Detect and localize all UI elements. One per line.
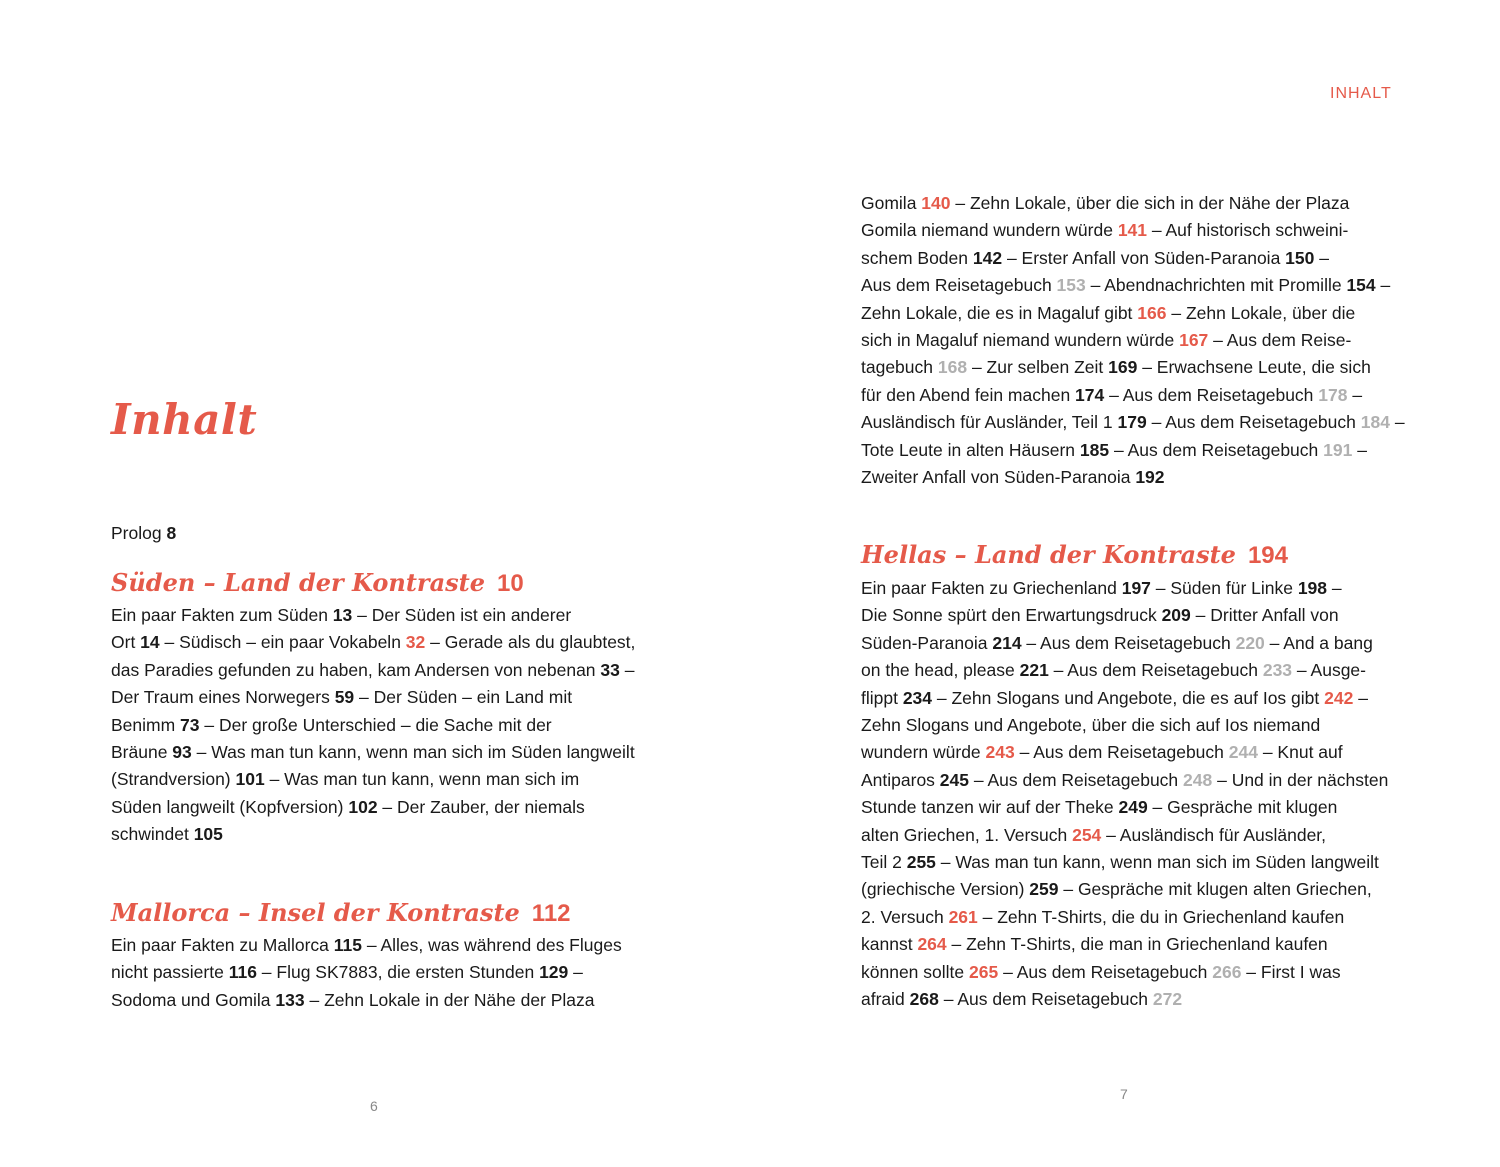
- entry-text: schem Boden: [861, 247, 973, 268]
- entry-text: – Erster Anfall von Süden-Paranoia: [1002, 247, 1286, 268]
- section-title: Mallorca – Insel der Kontraste: [111, 898, 520, 927]
- entry-text: – First I was: [1241, 961, 1341, 982]
- entry-text: – Abendnachrichten mit Promille: [1085, 275, 1347, 296]
- page-ref-diary: 153: [1056, 275, 1086, 296]
- right-page: [750, 0, 1500, 1167]
- entry-text: – Knut auf: [1257, 742, 1343, 763]
- page-ref-diary: 272: [1152, 989, 1183, 1010]
- toc-line: [111, 712, 671, 739]
- entry-text: –: [1347, 384, 1363, 405]
- page-ref: 102: [348, 796, 378, 817]
- toc-line: [861, 602, 1421, 629]
- running-head: INHALT: [1330, 85, 1392, 102]
- entry-text: Antiparos: [861, 769, 940, 790]
- entry-text: Ein paar Fakten zum Süden: [111, 605, 333, 625]
- page-number-left: 6: [370, 1098, 378, 1114]
- entry-text: – Was man tun kann, wenn man sich im: [264, 769, 580, 790]
- page-ref: 93: [172, 742, 192, 763]
- entry-text: Der Traum eines Norwegers: [111, 687, 335, 708]
- entry-text: – Aus dem Reisetagebuch: [1014, 742, 1229, 763]
- entry-text: –: [568, 962, 583, 983]
- page-number-right: 7: [1120, 1086, 1128, 1102]
- entry-text: Zehn Slogans und Angebote, über die sich auf Ios niemand: [861, 715, 1321, 736]
- entry-text: – Was man tun kann, wenn man sich im Süden langweilt: [935, 852, 1379, 873]
- page-ref-diary: 244: [1228, 742, 1258, 763]
- entry-text: – Der Zauber, der niemals: [377, 796, 585, 817]
- prolog-label: Prolog: [111, 523, 162, 543]
- toc-line: [861, 904, 1421, 931]
- section-entries-hellas: [861, 575, 1421, 1014]
- entry-text: schwindet: [111, 824, 194, 845]
- entry-text: – Gespräche mit klugen: [1147, 797, 1338, 818]
- entry-text: – Dritter Anfall von: [1190, 605, 1339, 626]
- page-ref: 234: [902, 687, 933, 708]
- page-ref: 249: [1118, 797, 1148, 818]
- entry-text: on the head, please: [861, 660, 1020, 681]
- toc-line: [861, 245, 1421, 272]
- entry-text: – Zehn T-Shirts, die man in Griechenland kaufen: [946, 934, 1328, 955]
- toc-line: [861, 327, 1421, 354]
- page-ref: 13: [332, 605, 353, 625]
- toc-line: [861, 685, 1421, 712]
- section-page-number: 112: [531, 900, 571, 927]
- toc-line: [861, 986, 1421, 1013]
- entry-text: – Auf historisch schweini-: [1147, 220, 1349, 241]
- entry-text: – Aus dem Reisetagebuch: [1146, 412, 1361, 433]
- section-heading-mallorca: [111, 898, 571, 928]
- toc-line: [861, 767, 1421, 794]
- entry-text: – Der Süden – ein Land mit: [354, 687, 573, 708]
- page-ref-diary: 233: [1262, 660, 1293, 681]
- toc-line: [861, 931, 1421, 958]
- toc-line: [111, 794, 671, 821]
- page-ref: 197: [1121, 578, 1151, 598]
- toc-line: [111, 739, 671, 766]
- page-ref: 101: [235, 769, 265, 790]
- entry-text: Zehn Lokale, die es in Magaluf gibt: [861, 302, 1138, 323]
- entry-text: –: [1389, 412, 1405, 433]
- entry-text: für den Abend fein machen: [861, 384, 1076, 405]
- page-ref-highlight: 254: [1072, 824, 1102, 845]
- entry-text: –: [1352, 439, 1367, 460]
- entry-text: tagebuch: [861, 357, 938, 378]
- page-ref-diary: 184: [1360, 412, 1390, 433]
- entry-text: –: [1353, 687, 1368, 708]
- entry-text: –: [1327, 578, 1342, 598]
- page-ref-diary: 178: [1318, 384, 1348, 405]
- page-ref-diary: 168: [937, 357, 968, 378]
- toc-line: [861, 300, 1421, 327]
- entry-text: – Was man tun kann, wenn man sich im Süden langweilt: [191, 742, 635, 763]
- section-entries-sueden: [111, 602, 671, 849]
- page-ref-highlight: 264: [917, 934, 947, 955]
- section-heading-hellas: [861, 540, 1288, 570]
- entry-text: – Gespräche mit klugen alten Griechen,: [1058, 879, 1372, 900]
- page-ref: 255: [906, 852, 936, 873]
- entry-text: –: [1375, 275, 1391, 296]
- page-ref: 209: [1161, 605, 1191, 626]
- page-ref: 214: [992, 632, 1022, 653]
- toc-line: [861, 190, 1421, 217]
- page-ref-highlight: 32: [405, 632, 426, 653]
- page-ref: 33: [600, 659, 620, 680]
- toc-line: [111, 629, 671, 656]
- entry-text: (griechische Version): [861, 879, 1030, 900]
- page-ref: 14: [140, 632, 160, 653]
- toc-line: [861, 354, 1421, 381]
- page-ref: 115: [333, 935, 362, 955]
- entry-text: –: [619, 659, 635, 680]
- page-ref: 150: [1285, 247, 1315, 268]
- entry-text: – Der Süden ist ein anderer: [352, 605, 572, 625]
- entry-text: – Der große Unterschied – die Sache mit der: [199, 714, 552, 735]
- toc-line: [111, 766, 671, 793]
- page-ref: 116: [228, 962, 257, 983]
- page-ref-highlight: 265: [969, 961, 999, 982]
- entry-text: Die Sonne spürt den Erwartungsdruck: [861, 605, 1162, 626]
- toc-line: [861, 409, 1421, 436]
- page-ref: 268: [909, 989, 939, 1010]
- entry-text: – Ausländisch für Ausländer,: [1101, 824, 1327, 845]
- entry-text: – Süden für Linke: [1150, 578, 1298, 598]
- page-ref: 174: [1075, 384, 1105, 405]
- page-ref: 198: [1297, 578, 1328, 598]
- page-ref: 154: [1346, 275, 1376, 296]
- entry-text: –: [1314, 247, 1329, 268]
- toc-line: [111, 657, 671, 684]
- toc-line: [861, 876, 1421, 903]
- section-heading-sueden: [111, 568, 524, 598]
- section-page-number: 194: [1247, 542, 1288, 569]
- page-ref: 133: [275, 989, 305, 1010]
- page-ref-diary: 220: [1235, 632, 1265, 653]
- page-ref-highlight: 243: [985, 742, 1015, 763]
- page-ref: 259: [1029, 879, 1059, 900]
- entry-text: – And a bang: [1264, 632, 1373, 653]
- page-ref-highlight: 166: [1137, 302, 1167, 323]
- entry-text: – Aus dem Reisetagebuch: [1021, 632, 1236, 653]
- entry-text: Süden-Paranoia: [861, 632, 993, 653]
- page-ref: 142: [972, 247, 1003, 268]
- entry-text: können sollte: [861, 961, 969, 982]
- toc-line: [111, 987, 671, 1014]
- page-ref: 169: [1108, 357, 1138, 378]
- page-ref-highlight: 242: [1324, 687, 1354, 708]
- page-ref-diary: 266: [1212, 961, 1242, 982]
- page-ref: 105: [193, 824, 223, 845]
- entry-text: flippt: [861, 687, 903, 708]
- entry-text: – Zehn Lokale in der Nähe der Plaza: [304, 989, 595, 1010]
- toc-line: [861, 739, 1421, 766]
- section-title: Hellas – Land der Kontraste: [861, 540, 1236, 569]
- page-ref-highlight: 140: [921, 193, 951, 213]
- entry-text: Ausländisch für Ausländer, Teil 1: [861, 412, 1118, 433]
- section-page-number: 10: [497, 570, 524, 597]
- entry-text: kannst: [861, 934, 918, 955]
- entry-text: sich in Magaluf niemand wundern würde: [861, 330, 1180, 351]
- entry-text: (Strandversion): [111, 769, 236, 790]
- entry-text: afraid: [861, 989, 910, 1010]
- entry-text: Tote Leute in alten Häusern: [861, 439, 1080, 460]
- entry-text: – Aus dem Reise-: [1208, 330, 1352, 351]
- entry-text: Teil 2: [861, 852, 907, 873]
- entry-text: – Zehn Slogans und Angebote, die es auf Ios gibt: [932, 687, 1325, 708]
- entry-text: Ein paar Fakten zu Griechenland: [861, 578, 1122, 598]
- entry-text: Aus dem Reisetagebuch: [861, 275, 1057, 296]
- toc-line: [861, 437, 1421, 464]
- entry-text: Stunde tanzen wir auf der Theke: [861, 797, 1119, 818]
- toc-line: [861, 382, 1421, 409]
- page-ref: 59: [334, 687, 355, 708]
- toc-line: [861, 657, 1421, 684]
- page-ref-highlight: 141: [1117, 220, 1148, 241]
- page-ref: 245: [939, 769, 969, 790]
- entry-text: – Zehn Lokale, über die: [1166, 302, 1356, 323]
- contents-title: Inhalt: [111, 395, 258, 444]
- entry-text: – Flug SK7883, die ersten Stunden: [256, 962, 540, 983]
- page-ref-diary: 191: [1323, 439, 1353, 460]
- entry-text: Ein paar Fakten zu Mallorca: [111, 935, 334, 955]
- toc-line: [861, 630, 1421, 657]
- entry-text: – Gerade als du glaubtest,: [425, 632, 636, 653]
- toc-line: [861, 272, 1421, 299]
- entry-text: 2. Versuch: [861, 906, 949, 927]
- toc-line: [861, 464, 1421, 491]
- page-ref: 221: [1019, 660, 1049, 681]
- entry-text: nicht passierte: [111, 962, 229, 983]
- toc-line: [861, 217, 1421, 244]
- toc-line: [861, 849, 1421, 876]
- entry-text: alten Griechen, 1. Versuch: [861, 824, 1073, 845]
- entry-text: Gomila niemand wundern würde: [861, 220, 1118, 241]
- entry-text: – Südisch – ein paar Vokabeln: [159, 632, 406, 653]
- page-ref: 185: [1079, 439, 1110, 460]
- toc-line: [111, 602, 671, 629]
- entry-text: – Aus dem Reisetagebuch: [998, 961, 1213, 982]
- toc-line: [861, 959, 1421, 986]
- toc-line: [111, 821, 671, 848]
- toc-line: [861, 575, 1421, 602]
- toc-line: [861, 822, 1421, 849]
- entry-text: Bräune: [111, 742, 173, 763]
- page-ref: 179: [1117, 412, 1147, 433]
- entry-text: Benimm: [111, 714, 181, 735]
- page-ref: 129: [539, 962, 569, 983]
- entry-text: – Und in der nächsten: [1212, 769, 1389, 790]
- entry-text: Gomila: [861, 193, 922, 213]
- entry-text: – Erwachsene Leute, die sich: [1137, 357, 1371, 378]
- page-ref-highlight: 261: [948, 906, 978, 927]
- entry-text: – Aus dem Reisetagebuch: [1104, 384, 1319, 405]
- entry-text: Sodoma und Gomila: [111, 989, 276, 1010]
- entry-text: – Aus dem Reisetagebuch: [938, 989, 1153, 1010]
- entry-text: – Alles, was während des Fluges: [361, 935, 622, 955]
- page-ref: 192: [1135, 467, 1165, 488]
- page-ref-highlight: 167: [1179, 330, 1209, 351]
- prolog-entry: [111, 520, 671, 547]
- entry-text: – Aus dem Reisetagebuch: [1048, 660, 1263, 681]
- section-entries-mallorca: [111, 932, 671, 1014]
- toc-line: [861, 712, 1421, 739]
- entry-text: wundern würde: [861, 742, 986, 763]
- page-ref: 73: [180, 714, 200, 735]
- entry-text: Zweiter Anfall von Süden-Paranoia: [861, 467, 1136, 488]
- entry-text: – Aus dem Reisetagebuch: [1109, 439, 1324, 460]
- entry-text: Ort: [111, 632, 141, 653]
- toc-line: [111, 684, 671, 711]
- page-ref-diary: 248: [1183, 769, 1213, 790]
- toc-line: [861, 794, 1421, 821]
- entry-text: – Zehn T-Shirts, die du in Griechenland kaufen: [977, 906, 1345, 927]
- entry-text: Süden langweilt (Kopfversion): [111, 796, 349, 817]
- entry-text: – Zur selben Zeit: [967, 357, 1109, 378]
- prolog-page: 8: [166, 523, 177, 543]
- entry-text: – Zehn Lokale, über die sich in der Nähe der Plaza: [950, 193, 1350, 213]
- toc-line: [111, 959, 671, 986]
- section-entries-mallorca-continued: [861, 190, 1421, 491]
- section-title: Süden – Land der Kontraste: [111, 568, 485, 597]
- entry-text: – Aus dem Reisetagebuch: [969, 769, 1184, 790]
- toc-line: [111, 932, 671, 959]
- entry-text: – Ausge-: [1292, 660, 1366, 681]
- entry-text: das Paradies gefunden zu haben, kam Andersen von nebenan: [111, 659, 601, 680]
